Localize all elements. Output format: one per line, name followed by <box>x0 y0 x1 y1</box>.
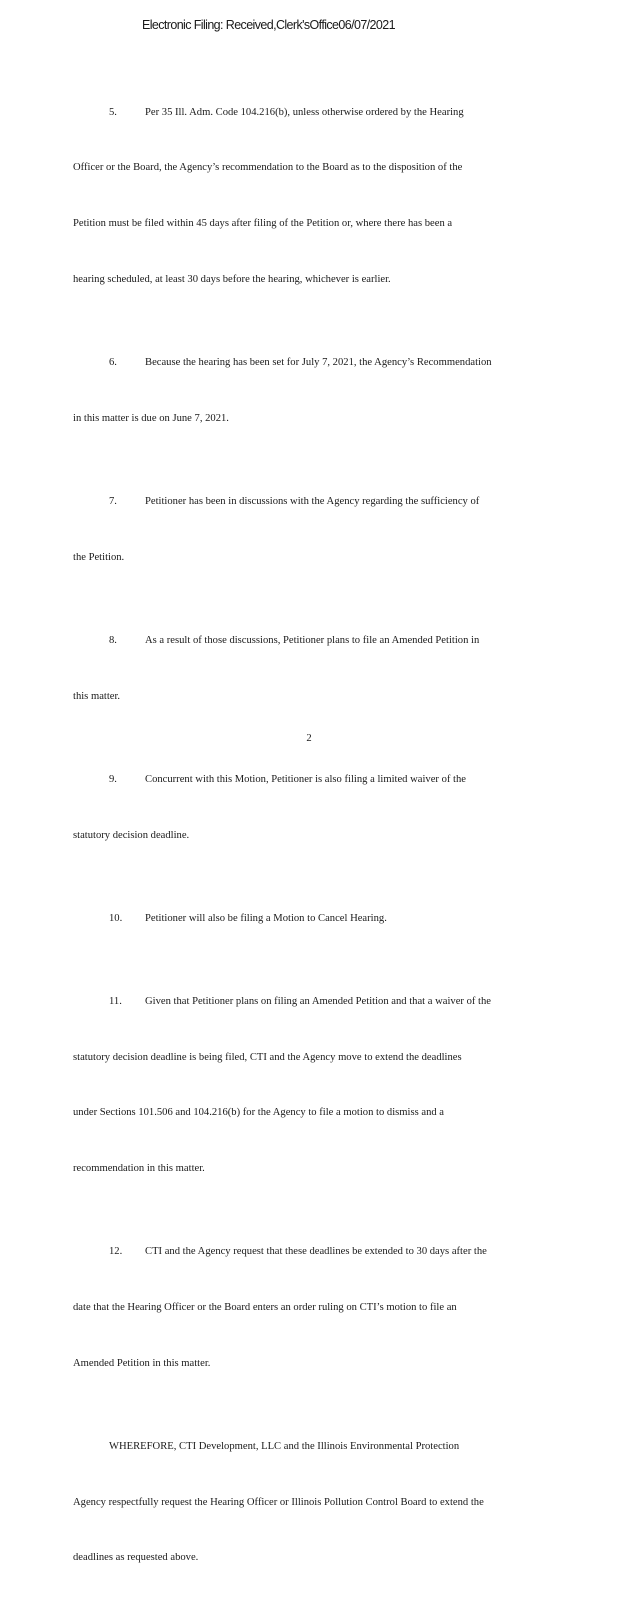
paragraph-number: 9. <box>109 773 117 785</box>
paragraph-line: deadlines as requested above. <box>73 1552 199 1564</box>
paragraph-line: As a result of those discussions, Petitioner plans to file an Amended Petition in <box>145 634 480 646</box>
paragraph-line: statutory decision deadline. <box>73 829 190 841</box>
paragraph-line: Concurrent with this Motion, Petitioner is also filing a limited waiver of the <box>145 773 466 785</box>
paragraph-line: Petition must be filed within 45 days after filing of the Petition or, where there has been a <box>73 217 453 229</box>
page-number: 2 <box>306 733 312 744</box>
paragraph-7 <box>73 460 543 599</box>
paragraph-line: under Sections 101.506 and 104.216(b) for the Agency to file a motion to dismiss and a <box>73 1107 445 1119</box>
wherefore-paragraph <box>73 1405 543 1600</box>
paragraph-line: Amended Petition in this matter. <box>73 1357 211 1369</box>
paragraph-number: 6. <box>109 356 117 368</box>
paragraph-line: Because the hearing has been set for July 7, 2021, the Agency’s Recommendation <box>145 356 492 368</box>
document-body <box>73 71 543 1600</box>
paragraph-line: hearing scheduled, at least 30 days before the hearing, whichever is earlier. <box>73 273 391 285</box>
paragraph-6 <box>73 321 543 460</box>
paragraph-line: Per 35 Ill. Adm. Code 104.216(b), unless otherwise ordered by the Hearing <box>145 106 464 118</box>
electronic-filing-stamp: Electronic Filing: Received,Clerk'sOffice06/07/2021 <box>142 18 395 32</box>
paragraph-line: statutory decision deadline is being filed, CTI and the Agency move to extend the deadlines <box>73 1051 462 1063</box>
paragraph-number: 10. <box>109 912 123 924</box>
paragraph-line: this matter. <box>73 690 121 702</box>
paragraph-line: recommendation in this matter. <box>73 1163 205 1175</box>
paragraph-number: 11. <box>109 996 122 1008</box>
paragraph-10 <box>73 877 543 960</box>
paragraph-5 <box>73 71 543 321</box>
paragraph-line: the Petition. <box>73 551 125 563</box>
paragraph-number: 5. <box>109 106 117 118</box>
paragraph-line: Given that Petitioner plans on filing an Amended Petition and that a waiver of the <box>145 996 491 1008</box>
paragraph-12 <box>73 1211 543 1406</box>
paragraph-line: Officer or the Board, the Agency’s recommendation to the Board as to the disposition of the <box>73 162 463 174</box>
paragraph-line: CTI and the Agency request that these deadlines be extended to 30 days after the <box>145 1246 487 1258</box>
paragraph-line: Petitioner will also be filing a Motion to Cancel Hearing. <box>145 912 387 924</box>
paragraph-number: 12. <box>109 1246 123 1258</box>
paragraph-line: WHEREFORE, CTI Development, LLC and the Illinois Environmental Protection <box>109 1441 460 1453</box>
paragraph-line: in this matter is due on June 7, 2021. <box>73 412 229 424</box>
paragraph-number: 7. <box>109 495 117 507</box>
paragraph-line: date that the Hearing Officer or the Board enters an order ruling on CTI’s motion to file an <box>73 1302 457 1314</box>
paragraph-11 <box>73 961 543 1211</box>
paragraph-line: Agency respectfully request the Hearing Officer or Illinois Pollution Control Board to extend the <box>73 1496 484 1508</box>
paragraph-line: Petitioner has been in discussions with the Agency regarding the sufficiency of <box>145 495 480 507</box>
paragraph-number: 8. <box>109 634 117 646</box>
paragraph-8 <box>73 599 543 738</box>
paragraph-9 <box>73 738 543 877</box>
